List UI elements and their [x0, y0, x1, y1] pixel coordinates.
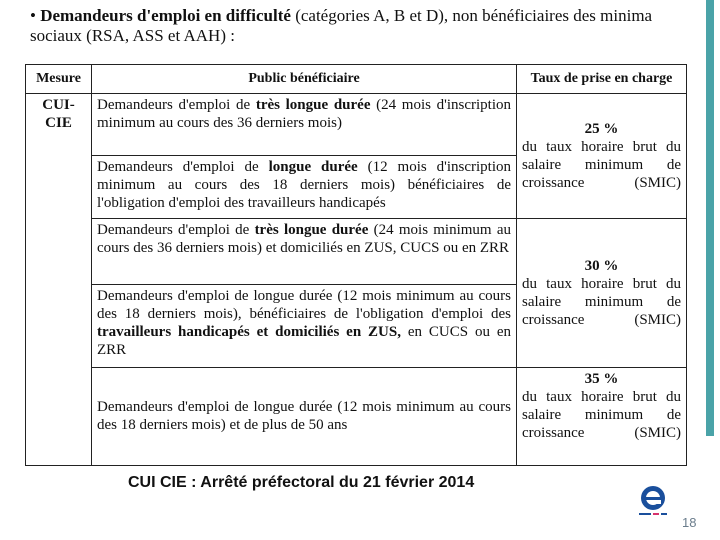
rate-description: du taux horaire brut du salaire minimum de croissance (SMIC): [522, 388, 681, 441]
row-text: Demandeurs d'emploi de: [97, 158, 269, 175]
rate-percentage: 30 %: [584, 257, 619, 274]
table-row: [26, 218, 687, 284]
row-text: Demandeurs d'emploi de: [97, 221, 255, 238]
public-cell: [92, 218, 517, 284]
row-text: (24 mois minimum au cours des 36 derniers mois) et domiciliés en ZUS, CUCS ou en ZRR: [97, 221, 512, 256]
public-cell: [92, 284, 517, 367]
row-bold-text: longue durée: [268, 158, 358, 175]
intro-paragraph: [30, 6, 690, 46]
public-cell: [92, 367, 517, 465]
accent-rule: [706, 0, 714, 436]
row-text: Demandeurs d'emploi de: [97, 96, 256, 113]
rate-cell: [517, 218, 687, 367]
header-taux: Taux de prise en charge: [517, 65, 687, 94]
row-text: Demandeurs d'emploi de longue durée (12 mois minimum au cours des 18 derniers mois), bénéficiaires de l'obligation d'emploi des: [97, 287, 511, 322]
pole-emploi-logo-icon: [636, 484, 670, 518]
row-text: en CUCS ou en ZRR: [97, 323, 511, 358]
row-bold-text: travailleurs handicapés et domiciliés en ZUS,: [97, 323, 401, 340]
table-row: [26, 367, 687, 465]
row-bold-text: très longue durée: [255, 96, 371, 113]
eligibility-table: [25, 64, 687, 466]
public-cell: [92, 155, 517, 218]
header-public: Public bénéficiaire: [92, 65, 517, 94]
row-text: (12 mois d'inscription minimum au cours des 18 derniers mois) bénéficiaires de l'obligation d'emploi des travailleurs handicapés: [97, 158, 512, 211]
rate-cell: [517, 367, 687, 465]
table-row: [26, 93, 687, 155]
header-mesure: Mesure: [26, 65, 92, 94]
intro-bullet: •: [30, 6, 36, 25]
table-header-row: [26, 65, 687, 94]
row-text: Demandeurs d'emploi de longue durée (12 mois minimum au cours des 18 derniers mois) et de plus de 50 ans: [97, 399, 511, 434]
rate-percentage: 25 %: [584, 120, 619, 137]
page-number: 18: [682, 515, 697, 530]
intro-bold-text: Demandeurs d'emploi en difficulté: [40, 6, 291, 25]
public-cell: [92, 93, 517, 155]
rate-description: du taux horaire brut du salaire minimum de croissance (SMIC): [522, 275, 681, 328]
rate-percentage: 35 %: [584, 370, 619, 387]
measure-cell: CUI-CIE: [26, 93, 92, 465]
rate-description: du taux horaire brut du salaire minimum de croissance (SMIC): [522, 138, 681, 191]
row-text: (24 mois d'inscription minimum au cours des 36 derniers mois): [97, 96, 512, 131]
footer-caption: CUI CIE : Arrêté préfectoral du 21 février 2014: [128, 474, 475, 491]
intro-rest-text: (catégories A, B et D), non bénéficiaires des minima sociaux (RSA, ASS et AAH) :: [30, 6, 653, 45]
row-bold-text: très longue durée: [254, 221, 369, 238]
rate-cell: [517, 93, 687, 218]
